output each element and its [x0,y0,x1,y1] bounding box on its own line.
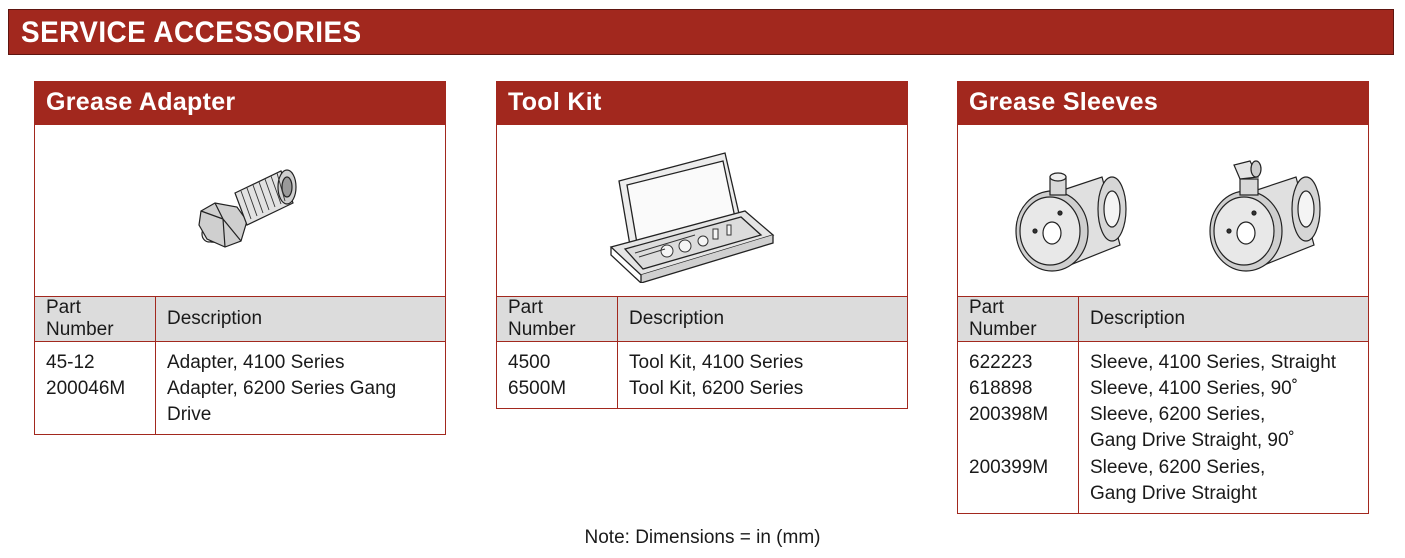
description: Tool Kit, 6200 Series [629,378,804,399]
parts-table [35,297,445,434]
product-image [35,125,445,297]
column-header-description: Description [618,297,908,342]
description: Adapter, 4100 Series [167,352,345,373]
description: Sleeve, 4100 Series, Straight [1090,352,1337,373]
grease-sleeve-90-icon [1204,159,1334,275]
description: Sleeve, 6200 Series, Gang Drive Straight [1090,457,1266,504]
description: Adapter, 6200 Series Gang Drive [167,378,397,425]
grease-sleeve-straight-icon [1010,165,1140,275]
description: Tool Kit, 4100 Series [629,352,804,373]
grease-adapter-icon [185,163,305,258]
table-header-row [958,297,1368,342]
column-header-description: Description [156,297,446,342]
card-title: Grease Adapter [46,88,236,116]
description-cell [1079,342,1369,514]
description: Sleeve, 6200 Series, Gang Drive Straight, 90˚ [1090,404,1295,451]
parts-table [958,297,1368,513]
column-header-part-number: Part Number [958,297,1079,342]
part-number: 200046M [46,378,126,399]
part-number: 45-12 [46,352,95,373]
card-header [497,82,907,125]
column-header-part-number: Part Number [497,297,618,342]
part-number: 200398M [969,404,1049,425]
table-row [35,342,445,435]
part-number: 200399M [969,457,1049,478]
table-row [958,342,1368,514]
part-number-cell [35,342,156,435]
card-header [35,82,445,125]
description: Sleeve, 4100 Series, 90˚ [1090,378,1299,399]
description-cell [156,342,446,435]
description-cell [618,342,908,409]
parts-table [497,297,907,408]
card-title: Grease Sleeves [969,88,1159,116]
part-number-cell [958,342,1079,514]
part-number: 622223 [969,352,1033,373]
card-grease-sleeves [957,81,1369,514]
card-title: Tool Kit [508,88,602,116]
tool-kit-icon [605,143,785,283]
card-grease-adapter [34,81,446,435]
card-tool-kit [496,81,908,409]
table-row [497,342,907,409]
card-header [958,82,1368,125]
section-title: SERVICE ACCESSORIES [21,16,362,49]
column-header-description: Description [1079,297,1369,342]
part-number-cell [497,342,618,409]
dimensions-note: Note: Dimensions = in (mm) [584,527,821,548]
product-image [497,125,907,297]
table-header-row [35,297,445,342]
column-header-part-number: Part Number [35,297,156,342]
product-image [958,125,1368,297]
part-number: 6500M [508,378,567,399]
part-number: 4500 [508,352,551,373]
table-header-row [497,297,907,342]
part-number: 618898 [969,378,1033,399]
section-banner [8,9,1394,55]
